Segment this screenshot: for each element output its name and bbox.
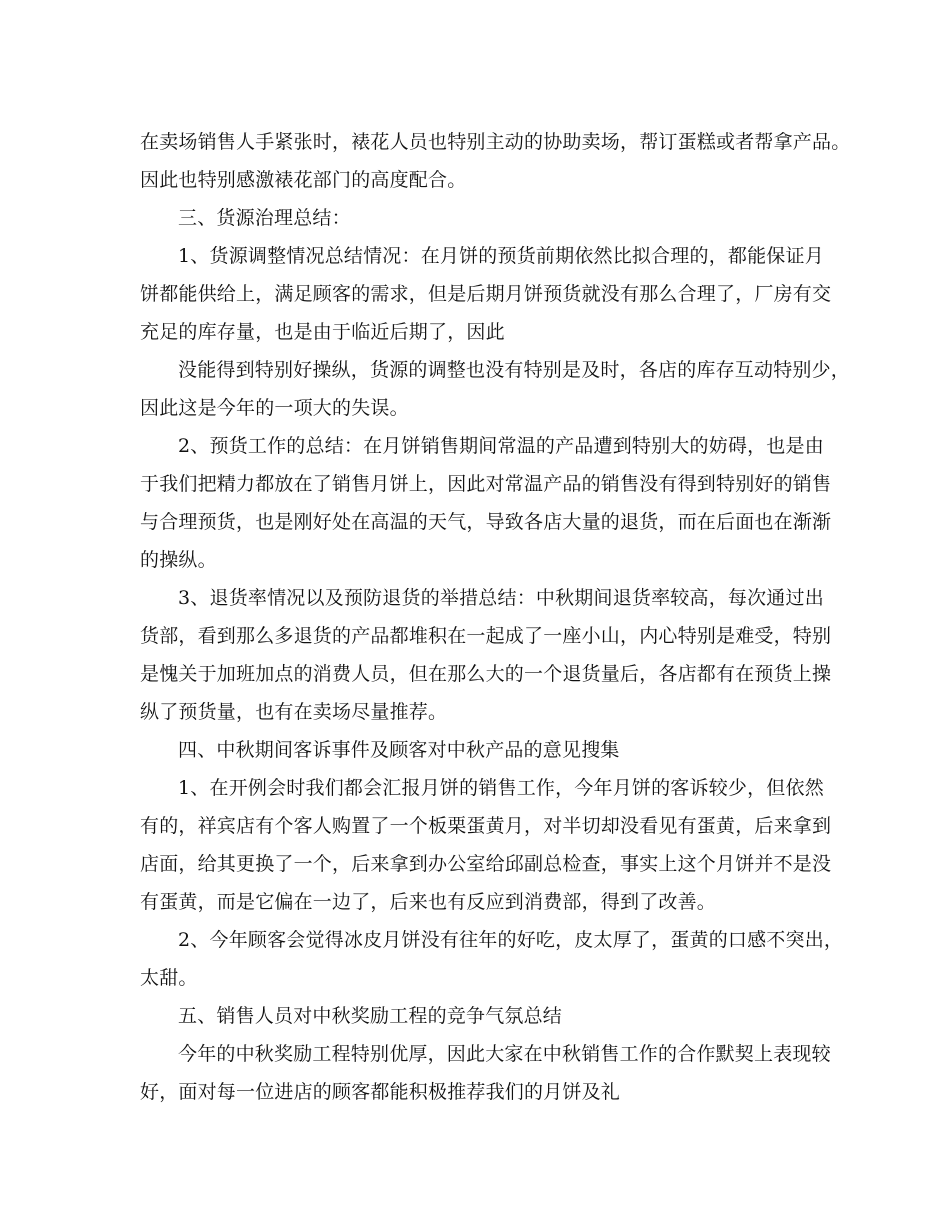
section-heading: 四、中秋期间客诉事件及顾客对中秋产品的意见搜集 — [178, 739, 620, 761]
text-line: 2、今年顾客会觉得冰皮月饼没有往年的好吃，皮太厚了，蛋黄的口感不突出， — [178, 929, 844, 951]
text-line: 充足的库存量，也是由于临近后期了，因此 — [140, 321, 505, 343]
text-line: 好，面对每一位进店的顾客都能积极推荐我们的月饼及礼 — [140, 1081, 621, 1103]
text-line: 1、货源调整情况总结情况：在月饼的预货前期依然比拟合理的，都能保证月 — [178, 245, 824, 267]
text-line: 有的，祥宾店有个客人购置了一个板栗蛋黄月，对半切却没看见有蛋黄，后来拿到 — [140, 815, 832, 837]
text-line: 的操纵。 — [140, 549, 217, 571]
text-line: 3、退货率情况以及预防退货的举措总结：中秋期间退货率较高，每次通过出 — [178, 587, 824, 609]
section-heading: 三、货源治理总结： — [178, 207, 351, 229]
text-line: 1、在开例会时我们都会汇报月饼的销售工作，今年月饼的客诉较少，但依然 — [178, 777, 824, 799]
text-line: 于我们把精力都放在了销售月饼上，因此对常温产品的销售没有得到特别好的销售 — [140, 473, 832, 495]
text-line: 没能得到特别好操纵，货源的调整也没有特别是及时，各店的库存互动特别少， — [178, 359, 851, 381]
text-line: 货部，看到那么多退货的产品都堆积在一起成了一座小山，内心特别是难受，特别 — [140, 625, 832, 647]
text-line: 因此也特别感激裱花部门的高度配合。 — [140, 169, 467, 191]
text-line: 店面，给其更换了一个，后来拿到办公室给邱副总检查，事实上这个月饼并不是没 — [140, 853, 832, 875]
text-line: 饼都能供给上，满足顾客的需求，但是后期月饼预货就没有那么合理了，厂房有交 — [140, 283, 832, 305]
text-line: 因此这是今年的一项大的失误。 — [140, 397, 409, 419]
text-line: 今年的中秋奖励工程特别优厚，因此大家在中秋销售工作的合作默契上表现较 — [178, 1043, 831, 1065]
text-line: 纵了预货量，也有在卖场尽量推荐。 — [140, 701, 448, 723]
section-heading: 五、销售人员对中秋奖励工程的竞争气氛总结 — [178, 1005, 563, 1027]
text-line: 在卖场销售人手紧张时，裱花人员也特别主动的协助卖场，帮订蛋糕或者帮拿产品。 — [140, 131, 851, 153]
text-line: 与合理预货，也是刚好处在高温的天气，导致各店大量的退货，而在后面也在渐渐 — [140, 511, 832, 533]
text-line: 有蛋黄，而是它偏在一边了，后来也有反应到消费部，得到了改善。 — [140, 891, 717, 913]
text-line: 2、预货工作的总结：在月饼销售期间常温的产品遭到特别大的妨碍，也是由 — [178, 435, 824, 457]
text-line: 太甜。 — [140, 967, 198, 989]
text-line: 是愧关于加班加点的消费人员，但在那么大的一个退货量后，各店都有在预货上操 — [140, 663, 832, 685]
